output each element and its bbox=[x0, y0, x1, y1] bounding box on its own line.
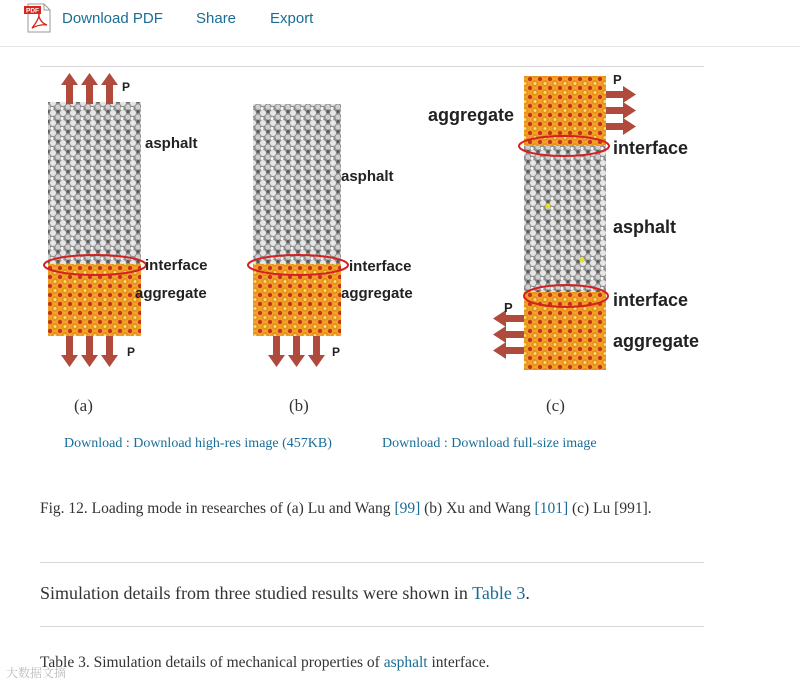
asphalt-link[interactable]: asphalt bbox=[383, 654, 428, 671]
asphalt-label: asphalt bbox=[613, 217, 677, 237]
body-paragraph bbox=[40, 583, 530, 604]
reference-link-99[interactable]: [99] bbox=[394, 500, 421, 517]
load-p-label: P bbox=[127, 345, 136, 359]
caption-text: Fig. 12. Loading mode in researches of (a) Lu and Wang bbox=[40, 500, 395, 517]
table-caption-text: Table 3. Simulation details of mechanical properties of bbox=[40, 654, 384, 671]
share-link[interactable]: Share bbox=[196, 9, 237, 27]
panel-b bbox=[248, 104, 348, 367]
table-caption-text: interface. bbox=[427, 654, 490, 671]
aggregate-label: aggregate bbox=[341, 285, 413, 302]
download-high-res-link[interactable]: Download : Download high-res image (457KB) bbox=[64, 436, 332, 451]
load-p-label: P bbox=[122, 80, 131, 94]
load-p-label: P bbox=[332, 345, 341, 359]
paragraph-text: . bbox=[525, 583, 530, 603]
table-3-link[interactable]: Table 3 bbox=[472, 583, 526, 603]
divider bbox=[40, 626, 704, 627]
paragraph-text: Simulation details from three studied results were shown in bbox=[40, 583, 473, 603]
interface-label: interface bbox=[349, 258, 412, 275]
export-link[interactable]: Export bbox=[270, 9, 314, 27]
divider bbox=[40, 66, 704, 67]
figure-12[interactable] bbox=[40, 70, 704, 420]
asphalt-label: asphalt bbox=[145, 135, 198, 152]
figure-12-image bbox=[40, 70, 704, 420]
download-full-size-link[interactable]: Download : Download full-size image bbox=[382, 436, 597, 451]
download-pdf-link[interactable]: Download PDF bbox=[62, 9, 163, 27]
panel-a-label: (a) bbox=[74, 396, 93, 415]
article-toolbar bbox=[0, 0, 800, 47]
interface-label: interface bbox=[613, 290, 689, 310]
load-p-label: P bbox=[613, 72, 622, 87]
aggregate-label: aggregate bbox=[613, 331, 700, 351]
pdf-icon[interactable] bbox=[24, 3, 54, 33]
watermark: 大数据文摘 bbox=[6, 666, 67, 680]
aggregate-label: aggregate bbox=[135, 285, 207, 302]
table-3-caption bbox=[40, 654, 490, 672]
pdf-badge-text: PDF bbox=[26, 7, 39, 15]
figure-caption bbox=[40, 500, 652, 518]
panel-a bbox=[44, 73, 146, 367]
asphalt-label: asphalt bbox=[341, 168, 394, 185]
caption-text: (b) Xu and Wang bbox=[420, 500, 535, 517]
aggregate-label: aggregate bbox=[428, 105, 515, 125]
caption-text: (c) Lu [991]. bbox=[568, 500, 652, 517]
interface-label: interface bbox=[145, 257, 208, 274]
reference-link-101[interactable]: [101] bbox=[534, 500, 569, 517]
interface-label: interface bbox=[613, 138, 689, 158]
divider bbox=[40, 562, 704, 563]
panel-c-label: (c) bbox=[546, 396, 565, 415]
panel-b-label: (b) bbox=[289, 396, 309, 415]
load-p-label: P bbox=[504, 300, 513, 315]
